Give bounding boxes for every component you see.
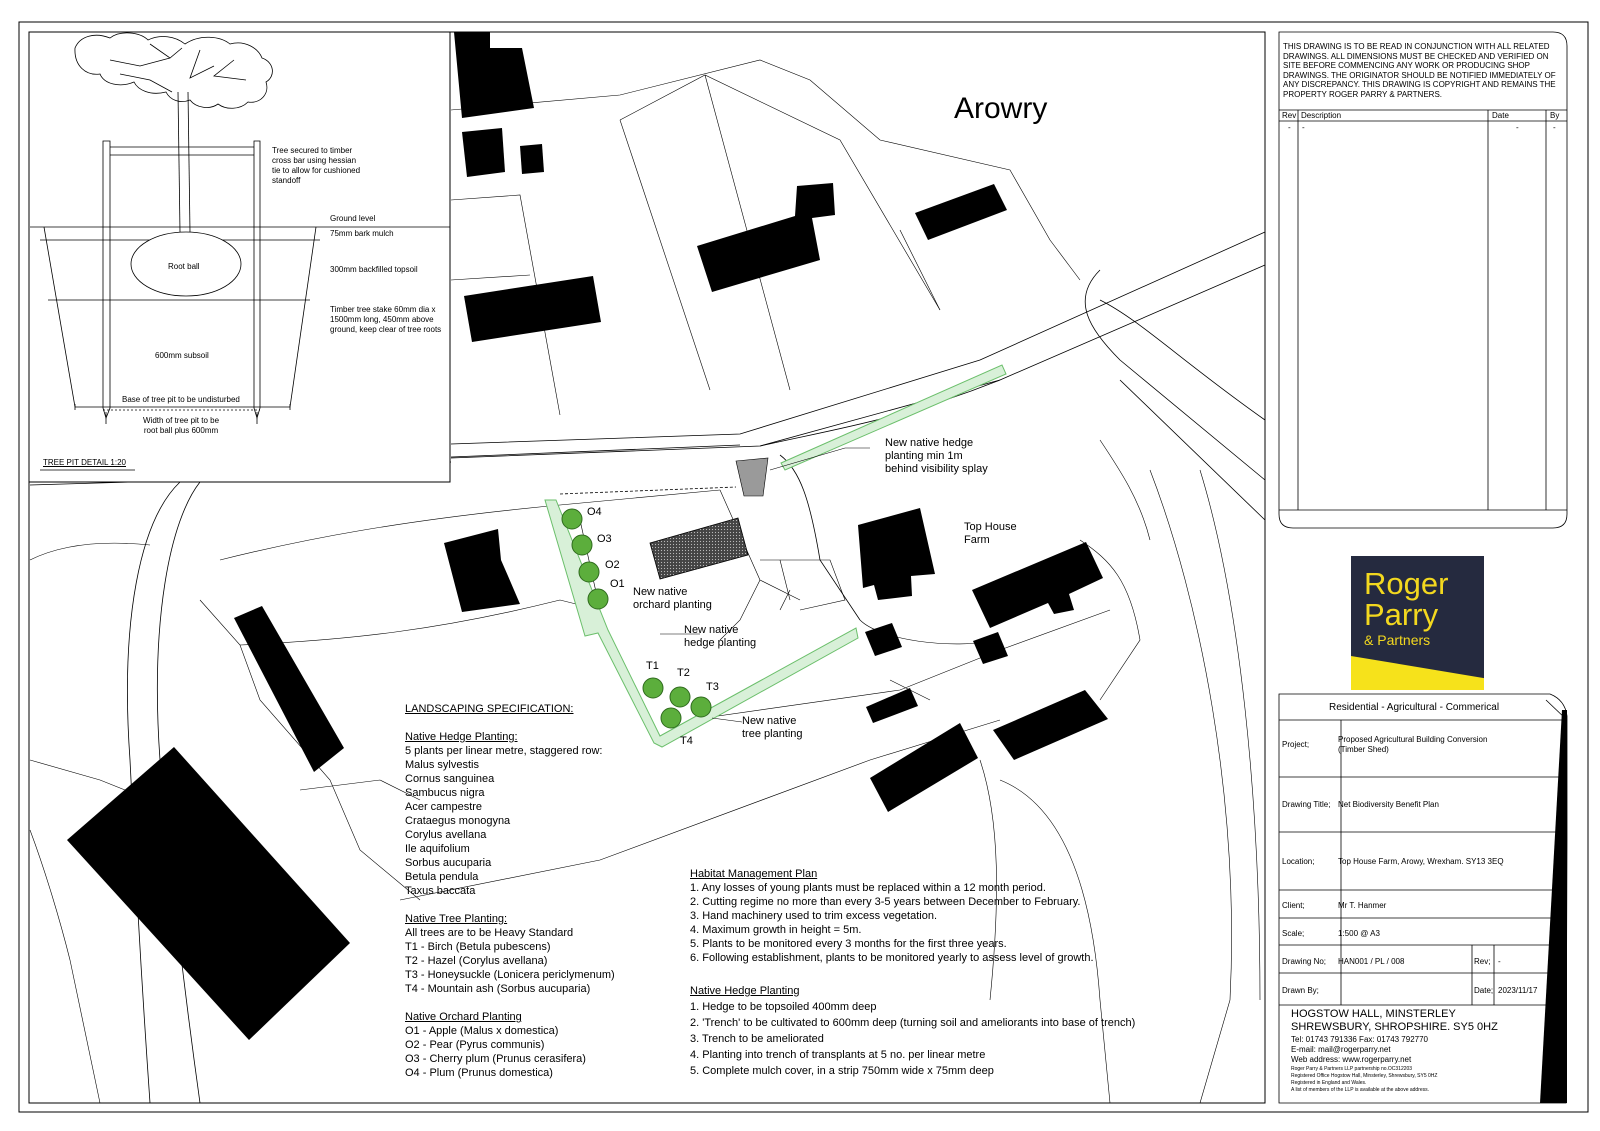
rev-header-date: Date <box>1492 111 1509 120</box>
drawing-title-value: Net Biodiversity Benefit Plan <box>1338 800 1439 809</box>
drawing-no-label: Drawing No; <box>1282 957 1327 966</box>
code-t4: T4 <box>680 735 693 747</box>
rev-row-date: - <box>1516 123 1519 132</box>
rev-value: - <box>1498 957 1501 966</box>
rev-row-description: - <box>1302 123 1305 132</box>
code-o4: O4 <box>587 506 602 518</box>
label-tree-planting: New native tree planting <box>742 715 803 740</box>
logo-accent-band <box>1351 656 1484 690</box>
label-hedge-splay: New native hedge planting min 1m behind visibility splay <box>885 437 988 475</box>
code-o2: O2 <box>605 559 620 571</box>
code-t1: T1 <box>646 660 659 672</box>
orchard-heading: Native Orchard Planting <box>405 1011 522 1023</box>
project-value: Proposed Agricultural Building Conversion (Timber Shed) <box>1338 735 1488 754</box>
tree-pit-note-bark-mulch: 75mm bark mulch <box>330 229 394 238</box>
tree-pit-title: TREE PIT DETAIL 1:20 <box>43 458 126 467</box>
place-name: Arowry <box>954 92 1048 125</box>
tree-pit-note-stake: Timber tree stake 60mm dia x 1500mm long, 450mm above ground, keep clear of tree roots <box>330 305 442 334</box>
date-value: 2023/11/17 <box>1498 986 1538 995</box>
existing-timber-shed <box>650 518 748 579</box>
hedge-heading: Native Hedge Planting: <box>405 731 518 743</box>
office-address: HOGSTOW HALL, MINSTERLEY SHREWSBURY, SHROPSHIRE. SY5 0HZ <box>1291 1008 1498 1033</box>
scale-label: Scale; <box>1282 929 1305 938</box>
rev-row-rev: - <box>1288 123 1291 132</box>
tree-heading: Native Tree Planting: <box>405 913 508 925</box>
landscaping-specification: LANDSCAPING SPECIFICATION: Native Hedge Planting: 5 plants per linear metre, staggered row: Malus sylvestis Cornus sanguinea Sambucus nigra Acer campestre Crataegus monogyna Corylus avellana Ile aquifolium Sorbus aucuparia Betula pendula Taxus baccata Native Tree Planting: All trees are to be Heavy Standard T1 - Birch (Betula pubescens) T2 - Hazel (Corylus avellana) T3 - Honeysuckle (Lonicera periclymenum) T4 - Mountain ash (Sorbus aucuparia) Native Orchard Planting O1 - Apple (Malus x domestica) O2 - Pear (Pyrus communis) O3 - Cherry plum (Prunus cerasifera) O4 - Plum (Prunus domestica) <box>405 703 615 1079</box>
code-o3: O3 <box>597 533 612 545</box>
client-value: Mr T. Hanmer <box>1338 901 1387 910</box>
drawn-by-label: Drawn By; <box>1282 986 1319 995</box>
logo-line-2: Parry <box>1364 597 1439 632</box>
logo-line-1: Roger <box>1364 566 1449 601</box>
visibility-line <box>560 487 736 494</box>
logo-line-3: & Partners <box>1364 632 1431 648</box>
location-value: Top House Farm, Arowy, Wrexham. SY13 3EQ <box>1338 857 1504 866</box>
tree-pit-note-root-ball: Root ball <box>168 262 200 271</box>
client-label: Client; <box>1282 901 1305 910</box>
scale-value: 1:500 @ A3 <box>1338 929 1380 938</box>
drawing-title-label: Drawing Title; <box>1282 800 1331 809</box>
habitat-management-plan: Habitat Management Plan 1. Any losses of young plants must be replaced within a 12 month period. 2. Cutting regime no more than every 3-5 years between December to February. 3. Hand machinery used to trim excess vegetation. 4. Maximum growth in height = 5m. 5. Plants to be monitored every 3 months for the first three years. 6. Following establishment, plants to be monitored yearly to assess level of growth. <box>690 868 1094 964</box>
location-label: Location; <box>1282 857 1315 866</box>
rev-label: Rev; <box>1474 957 1491 966</box>
rev-row-by: - <box>1553 123 1556 132</box>
rev-header-description: Description <box>1301 111 1342 120</box>
contact-details: Tel: 01743 791336 Fax: 01743 792770 E-mail: mail@rogerparry.net Web address: www.rogerparry.net <box>1291 1035 1429 1064</box>
tree-pit-note-subsoil: 600mm subsoil <box>155 351 209 360</box>
tree-pit-note-topsoil: 300mm backfilled topsoil <box>330 265 418 274</box>
tree-pit-note-width: Width of tree pit to be root ball plus 600mm <box>143 416 220 435</box>
tree-pit-note-ground-level: Ground level <box>330 214 376 223</box>
code-o1: O1 <box>610 578 625 590</box>
access-splay <box>736 458 768 496</box>
tagline: Residential - Agricultural - Commerical <box>1329 702 1500 713</box>
hedge-spec-heading: Native Hedge Planting <box>690 985 800 997</box>
disclaimer-note: THIS DRAWING IS TO BE READ IN CONJUNCTION WITH ALL RELATED DRAWINGS. ALL DIMENSIONS MUST BE CHECKED AND VERIFIED ON SITE BEFORE COMMENCING ANY WORK OR PRODUCING SHOP DRAWINGS. THE ORIGINATOR SHOULD BE NOTIFIED IMMEDIATELY OF ANY DISCREPANCY. THIS DRAWING IS COPYRIGHT AND REMAINS THE PROPERTY ROGER PARRY & PARTNERS. <box>1283 42 1556 99</box>
date-label: Date; <box>1474 986 1494 995</box>
rev-header-rev: Rev <box>1282 111 1297 120</box>
habitat-heading: Habitat Management Plan <box>690 868 818 880</box>
hedge-planting-spec: Native Hedge Planting 1. Hedge to be topsoiled 400mm deep 2. 'Trench' to be cultivated to 600mm deep (turning soil and ameliorants into base of trench) 3. Trench to be ameliorated 4. Planting into trench of transplants at 5 no. per linear metre 5. Complete mulch cover, in a strip 750mm wide x 75mm deep <box>690 985 1136 1077</box>
landscaping-heading: LANDSCAPING SPECIFICATION: <box>405 703 574 715</box>
code-t2: T2 <box>677 667 690 679</box>
registration-small-print: Roger Parry & Partners LLP partnership no.OC312203 Registered Office Hogstow Hall, Minsterley, Shrewsbury, SY5 0HZ Registered in England and Wales. A list of members of the LLP is available at the above address. <box>1291 1066 1438 1093</box>
tree-pit-note-base: Base of tree pit to be undisturbed <box>122 395 240 404</box>
drawing-no-value: HAN001 / PL / 008 <box>1338 957 1405 966</box>
tree-pit-note-secured: Tree secured to timber cross bar using hessian tie to allow for cushioned standoff <box>272 146 361 185</box>
label-hedge-planting: New native hedge planting <box>684 624 757 649</box>
project-label: Project; <box>1282 740 1310 749</box>
code-t3: T3 <box>706 681 719 693</box>
label-top-house-farm: Top House Farm <box>964 521 1017 546</box>
company-logo <box>1351 556 1484 690</box>
new-hedge-planting <box>545 365 1006 747</box>
rev-header-by: By <box>1550 111 1560 120</box>
title-block-corner-mark <box>1540 710 1567 1103</box>
label-orchard-planting: New native orchard planting <box>633 586 712 611</box>
